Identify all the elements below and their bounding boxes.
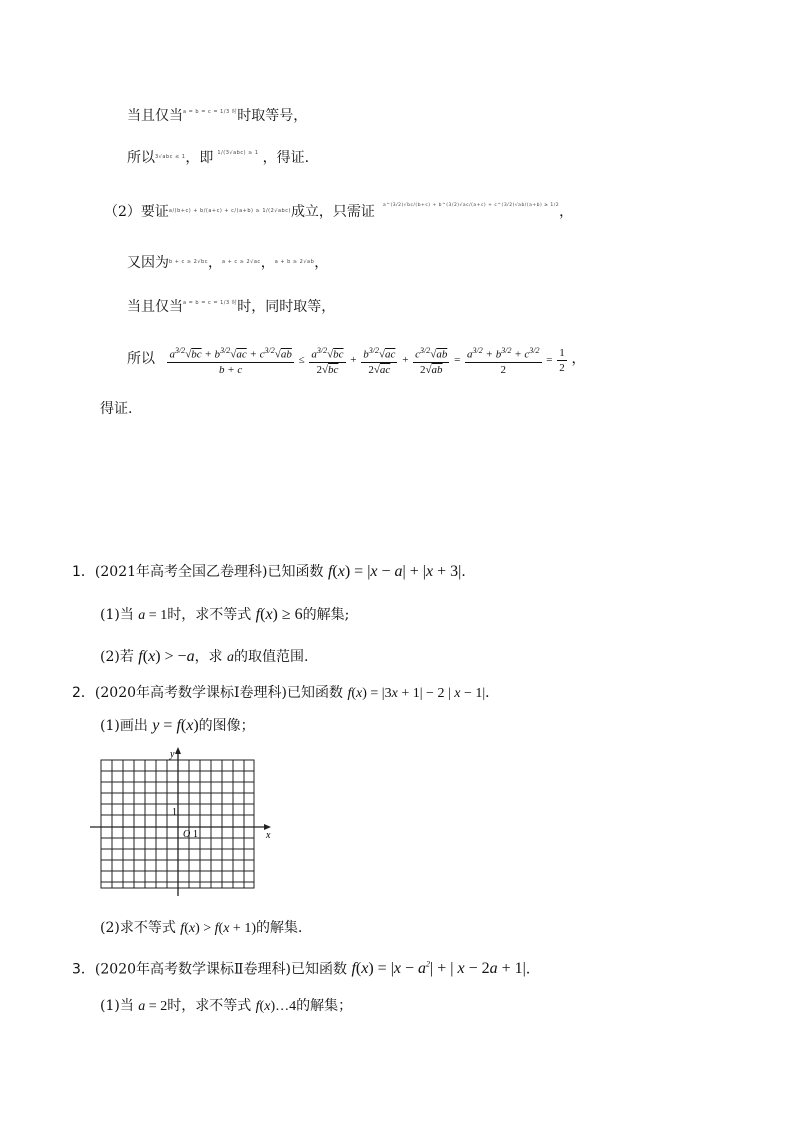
faint-formula: a = b = c = 1/3 时 bbox=[183, 300, 238, 306]
formula: f(x) > −a bbox=[138, 648, 195, 665]
faint-formula: a + c ≥ 2√ac bbox=[221, 259, 261, 265]
faint-formula: 1/(3√abc) ≥ 1 bbox=[217, 150, 259, 156]
faint-formula: a/(b+c) + b/(a+c) + c/(a+b) ≥ 1/(2√abc) bbox=[168, 208, 291, 214]
text: 所以 bbox=[127, 351, 155, 367]
question-number: 2． bbox=[72, 685, 95, 701]
text: ， bbox=[559, 204, 574, 220]
text: ，得证. bbox=[262, 150, 310, 166]
faint-formula: a^(3/2)√bc/(b+c) + b^(3/2)√ac/(a+c) + c^(3/2)√ab/(a+b) ≥ 1/2 bbox=[382, 203, 560, 208]
text: 时，求不等式 bbox=[167, 998, 252, 1014]
question-2-part-2 bbox=[100, 918, 312, 939]
question-1-stem: 1．(2021年高考全国乙卷理科)已知函数 f(x) = |x − a| + |x + 3|． bbox=[72, 563, 476, 580]
solution-line-1 bbox=[127, 106, 307, 129]
formula: f(x) > f(x + 1) bbox=[180, 921, 256, 936]
fraction: $\frac{a^{3/2} + b^{3/2} + c^{3/2}}{2}$ bbox=[467, 346, 540, 376]
faint-formula: a + b ≥ 2√ab bbox=[274, 259, 315, 265]
question-1-part-1 bbox=[100, 605, 349, 626]
question-2-part-1 bbox=[100, 716, 255, 736]
text: 的解集； bbox=[296, 998, 353, 1014]
text: 所以 bbox=[127, 150, 155, 166]
y-axis-arrow-icon bbox=[175, 747, 181, 754]
question-number: 3． bbox=[72, 961, 95, 978]
text: 已知函数 bbox=[291, 961, 347, 978]
text: 的解集; bbox=[302, 607, 350, 623]
question-source: (2020年高考数学课标Ⅱ卷理科) bbox=[94, 961, 291, 978]
question-3-part-1 bbox=[100, 996, 352, 1017]
text: 的解集． bbox=[255, 920, 312, 936]
text: ， bbox=[314, 255, 329, 271]
faint-formula: 3√abc ≤ 1 bbox=[155, 154, 186, 160]
solution-line-3 bbox=[104, 202, 573, 226]
text: ， bbox=[207, 255, 222, 271]
text: ，求 bbox=[194, 649, 223, 665]
fraction: $\frac{1}{2}$ bbox=[559, 346, 565, 374]
origin-label: O bbox=[183, 829, 191, 840]
x-tick-label: 1 bbox=[193, 829, 198, 840]
text: 当且仅当 bbox=[127, 299, 183, 315]
text: 时取等号， bbox=[237, 108, 308, 124]
fraction: $\frac{b^{3/2}√ac}{2√ac}$ bbox=[363, 346, 396, 376]
text: （2）要证 bbox=[104, 204, 169, 220]
y-tick-label: 1 bbox=[172, 807, 177, 818]
solution-line-6 bbox=[127, 341, 585, 378]
formula: f(x)…4 bbox=[255, 999, 297, 1014]
text: 已知函数 bbox=[267, 564, 324, 580]
inequality-chain: $\frac{a^{3/2}√bc + b^{3/2}√ac + c^{3/2}√ab}{b + c}$ ≤ $\frac{a^{3/2}√bc}{2√bc}$ + $\frac{b^{3/2}√ac}{2√ac}$ + $\frac{c^{3/2}√ab}{2√ab}$ = $\frac{a^{3/2} + b^{3/2} + c^{3/2}}{2}$ = $\frac{1}{2}$ bbox=[169, 346, 565, 376]
text: ， bbox=[260, 255, 275, 271]
formula: $f(x) = |x - a^2|$ + | x − 2a + 1| bbox=[351, 960, 526, 978]
fraction: $\frac{c^{3/2}√ab}{2√ab}$ bbox=[415, 346, 448, 376]
formula: f(x) = |x − a| + |x + 3| bbox=[327, 563, 462, 580]
x-axis-label: x bbox=[266, 830, 271, 841]
formula: y = f(x) bbox=[152, 717, 199, 734]
question-3-stem: 3．(2020年高考数学课标Ⅱ卷理科)已知函数 $f(x) = |x - a^2|$ + | x − 2a + 1|． bbox=[72, 960, 540, 978]
fraction: $\frac{a^{3/2}√bc + b^{3/2}√ac + c^{3/2}√ab}{b + c}$ bbox=[169, 346, 292, 376]
solution-line-5 bbox=[127, 297, 335, 320]
question-1-part-2 bbox=[100, 647, 308, 668]
text: 又因为 bbox=[127, 255, 169, 271]
question-source: (2020年高考数学课标Ⅰ卷理科) bbox=[94, 685, 288, 701]
text: (2)若 bbox=[100, 649, 134, 665]
text: 已知函数 bbox=[287, 685, 344, 701]
text: 成立，只需证 bbox=[290, 204, 375, 220]
text: 时，求不等式 bbox=[167, 607, 252, 623]
faint-formula: a = b = c = 1/3 时 bbox=[183, 109, 238, 115]
text: (2)求不等式 bbox=[100, 920, 176, 936]
question-number: 1． bbox=[72, 564, 95, 580]
text: 的图像； bbox=[198, 718, 255, 734]
text: ， bbox=[571, 351, 586, 367]
formula: a = 2 bbox=[138, 999, 168, 1014]
text: 时，同时取等， bbox=[237, 299, 336, 315]
question-source: (2021年高考全国乙卷理科) bbox=[94, 564, 268, 580]
faint-formula: b + c ≥ 2√bc bbox=[169, 259, 208, 265]
formula: f(x) ≥ 6 bbox=[255, 606, 303, 623]
text: (1)画出 bbox=[100, 718, 148, 734]
solution-line-2 bbox=[127, 148, 309, 171]
text: (1)当 bbox=[100, 998, 134, 1014]
text: 的取值范围. bbox=[234, 649, 309, 665]
formula: f(x) = |3x + 1| − 2 | x − 1| bbox=[347, 686, 486, 701]
formula: a bbox=[227, 650, 235, 665]
formula: a = 1 bbox=[138, 608, 168, 623]
y-axis-label: y bbox=[170, 749, 175, 760]
solution-line-7: 得证. bbox=[100, 401, 133, 417]
coordinate-grid-figure bbox=[88, 744, 288, 904]
solution-line-4 bbox=[127, 253, 328, 276]
text: (1)当 bbox=[100, 607, 134, 623]
text: 当且仅当 bbox=[127, 108, 183, 124]
question-2-stem: 2．(2020年高考数学课标Ⅰ卷理科)已知函数 f(x) = |3x + 1| − 2 | x − 1|． bbox=[72, 685, 500, 701]
fraction: $\frac{a^{3/2}√bc}{2√bc}$ bbox=[311, 346, 344, 376]
text: ，即 bbox=[185, 150, 214, 166]
